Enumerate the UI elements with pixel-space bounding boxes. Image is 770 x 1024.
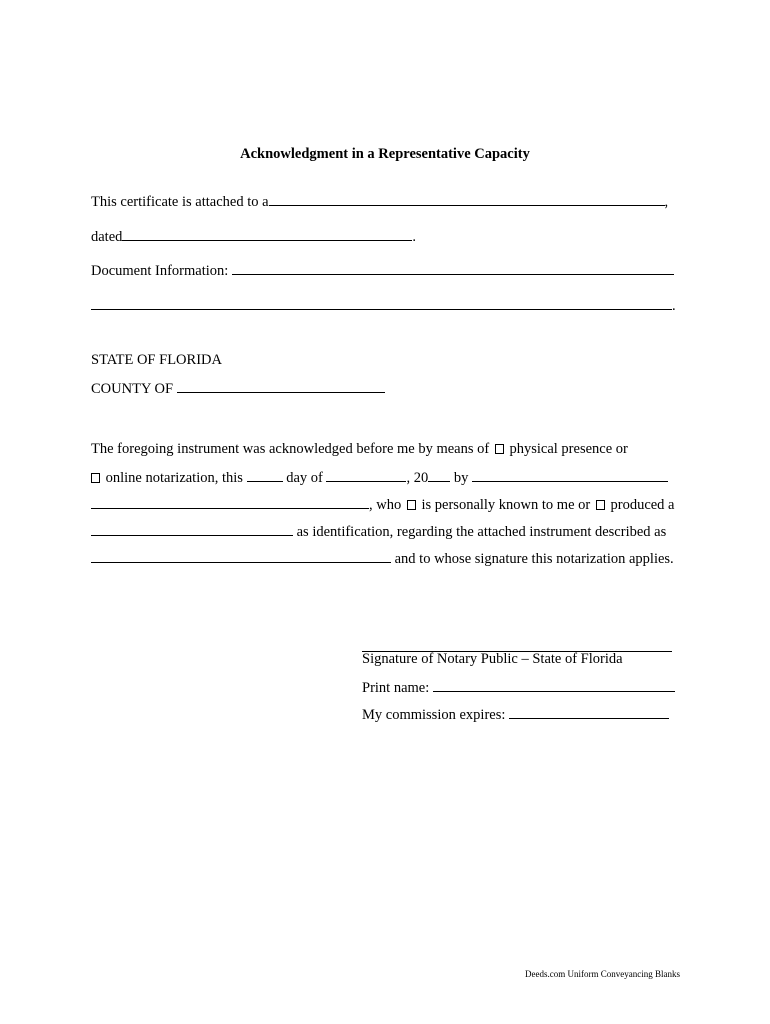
- document-info-blank[interactable]: [232, 262, 674, 275]
- identification-text: as identification, regarding the attached instrument described as: [296, 524, 667, 540]
- by-blank[interactable]: [472, 469, 668, 482]
- physical-presence-checkbox[interactable]: [495, 444, 504, 454]
- year-prefix: , 20: [406, 470, 429, 486]
- state-label: STATE OF FLORIDA: [91, 352, 222, 368]
- footer-text: Deeds.com Uniform Conveyancing Blanks: [525, 969, 680, 979]
- commission-blank[interactable]: [509, 706, 669, 719]
- body-line-3: [91, 496, 675, 513]
- body-text-1: The foregoing instrument was acknowledged before me by means of: [91, 441, 490, 457]
- month-blank[interactable]: [326, 469, 406, 482]
- personally-known-checkbox[interactable]: [407, 500, 416, 510]
- day-blank[interactable]: [247, 469, 283, 482]
- document-title: Acknowledgment in a Representative Capacity: [240, 146, 530, 162]
- document-info-line: [91, 262, 674, 279]
- dated-period: .: [412, 229, 417, 245]
- document-info-line-2: [91, 297, 676, 314]
- document-info-blank-2[interactable]: [91, 297, 672, 310]
- signature-label: Signature of Notary Public – State of Florida: [362, 651, 623, 667]
- name-blank[interactable]: [91, 496, 369, 509]
- print-name-line: [362, 679, 675, 696]
- produced-id-checkbox[interactable]: [596, 500, 605, 510]
- dated-blank[interactable]: [122, 228, 412, 241]
- year-blank[interactable]: [428, 469, 450, 482]
- body-line-2: [91, 469, 668, 486]
- dated-label: dated: [91, 229, 123, 245]
- body-line-4: [91, 523, 666, 540]
- body-line-1: [91, 442, 628, 457]
- applies-text: and to whose signature this notarization applies.: [394, 551, 674, 567]
- attached-comma: ,: [664, 194, 669, 210]
- online-notarization-label: online notarization, this: [105, 470, 243, 486]
- online-notarization-checkbox[interactable]: [91, 473, 100, 483]
- signer-blank[interactable]: [91, 550, 391, 563]
- document-info-label: Document Information:: [91, 263, 229, 279]
- dated-line: [91, 228, 416, 245]
- who-label: , who: [369, 497, 402, 513]
- physical-presence-label: physical presence or: [509, 441, 628, 457]
- county-label: COUNTY OF: [91, 381, 174, 397]
- document-info-period: .: [672, 298, 676, 314]
- by-label: by: [453, 470, 469, 486]
- attached-label: This certificate is attached to a: [91, 194, 269, 210]
- day-of-label: day of: [286, 470, 323, 486]
- county-line: [91, 380, 385, 397]
- body-line-5: [91, 550, 674, 567]
- commission-label: My commission expires:: [362, 707, 506, 723]
- county-blank[interactable]: [177, 380, 385, 393]
- print-name-blank[interactable]: [433, 679, 675, 692]
- identification-blank[interactable]: [91, 523, 293, 536]
- print-name-label: Print name:: [362, 680, 430, 696]
- attached-to-blank[interactable]: [269, 193, 665, 206]
- produced-label: produced a: [610, 497, 675, 513]
- commission-line: [362, 706, 669, 723]
- personally-known-label: is personally known to me or: [421, 497, 591, 513]
- attached-line: [91, 193, 668, 210]
